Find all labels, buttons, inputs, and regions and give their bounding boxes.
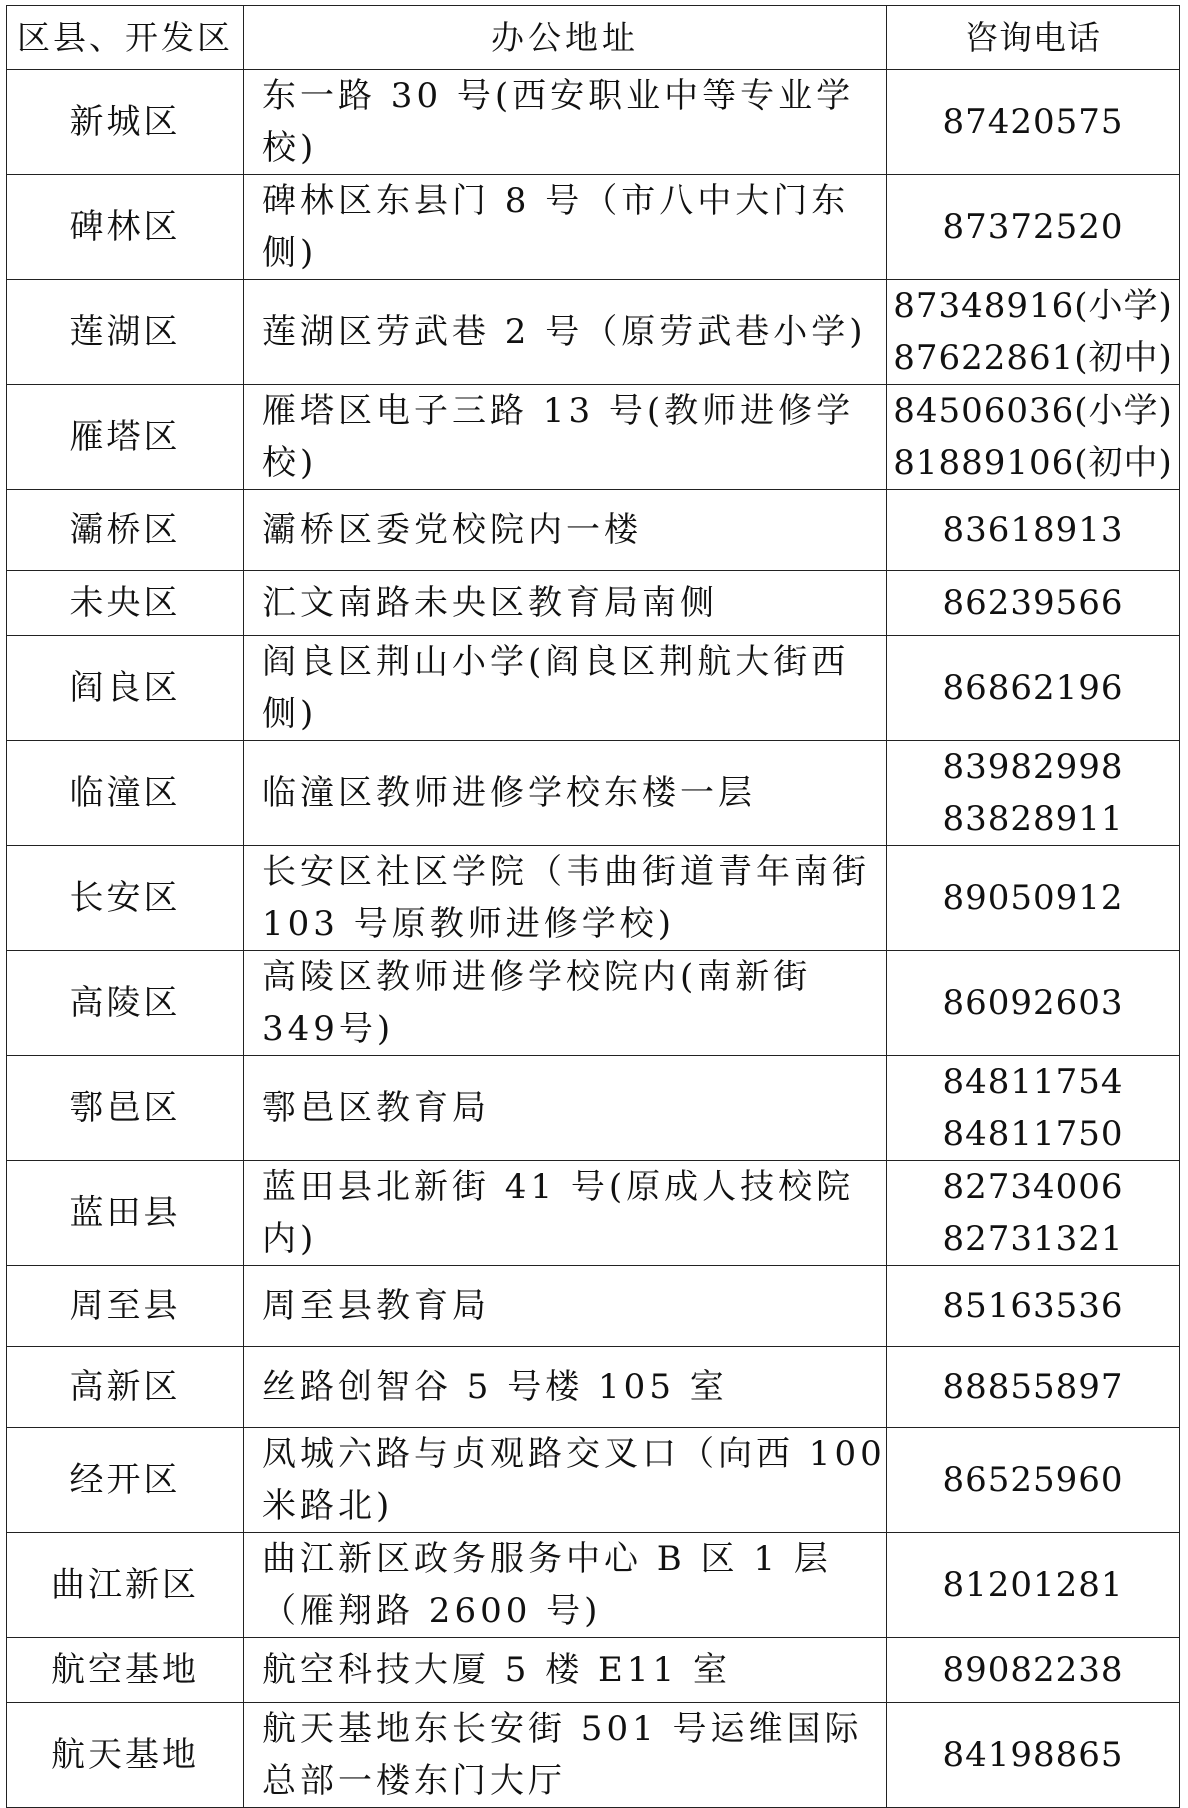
address-cell: 莲湖区劳武巷 2 号（原劳武巷小学): [244, 280, 887, 385]
phone-cell: [887, 741, 1180, 846]
address-cell: 东一路 30 号(西安职业中等专业学校): [244, 70, 887, 175]
phone-cell: [887, 636, 1180, 741]
table-row: [7, 280, 1180, 385]
header-district: 区县、开发区: [7, 6, 244, 70]
phone-cell: [887, 70, 1180, 175]
phone-number: 83618913: [942, 510, 1124, 550]
address-cell: 临潼区教师进修学校东楼一层: [244, 741, 887, 846]
district-cell: 临潼区: [7, 741, 244, 846]
address-cell: 蓝田县北新街 41 号(原成人技校院内): [244, 1161, 887, 1266]
address-cell: 汇文南路未央区教育局南侧: [244, 571, 887, 636]
phone-number: 87348916(小学): [893, 286, 1173, 326]
phone-number: 86862196: [942, 668, 1124, 708]
district-cell: 碑林区: [7, 175, 244, 280]
table-header-row: [7, 6, 1180, 70]
phone-number: 81201281: [942, 1565, 1124, 1605]
phone-number: 81889106(初中): [893, 443, 1173, 483]
phone-cell: [887, 1347, 1180, 1428]
phone-number: 88855897: [942, 1367, 1124, 1407]
district-cell: 新城区: [7, 70, 244, 175]
district-cell: 蓝田县: [7, 1161, 244, 1266]
district-cell: 曲江新区: [7, 1533, 244, 1638]
phone-cell: [887, 1161, 1180, 1266]
table-row: [7, 1266, 1180, 1347]
address-cell: 周至县教育局: [244, 1266, 887, 1347]
phone-number: 89082238: [942, 1650, 1124, 1690]
address-cell: 高陵区教师进修学校院内(南新街349号): [244, 951, 887, 1056]
phone-number: 82734006: [942, 1167, 1124, 1207]
district-cell: 周至县: [7, 1266, 244, 1347]
address-cell: 航天基地东长安街 501 号运维国际总部一楼东门大厅: [244, 1703, 887, 1808]
phone-number: 83828911: [942, 799, 1124, 839]
table-row: [7, 951, 1180, 1056]
header-address: 办公地址: [244, 6, 887, 70]
district-cell: 阎良区: [7, 636, 244, 741]
phone-cell: [887, 1703, 1180, 1808]
table-row: [7, 1533, 1180, 1638]
address-cell: 丝路创智谷 5 号楼 105 室: [244, 1347, 887, 1428]
address-cell: 灞桥区委党校院内一楼: [244, 490, 887, 571]
header-phone: 咨询电话: [887, 6, 1180, 70]
address-cell: 凤城六路与贞观路交叉口（向西 100 米路北): [244, 1428, 887, 1533]
district-cell: 雁塔区: [7, 385, 244, 490]
table-row: [7, 70, 1180, 175]
phone-number: 83982998: [942, 747, 1124, 787]
phone-number: 84811754: [942, 1062, 1124, 1102]
table-row: [7, 175, 1180, 280]
phone-cell: [887, 1638, 1180, 1703]
phone-number: 82731321: [942, 1219, 1124, 1259]
phone-cell: [887, 1266, 1180, 1347]
phone-number: 84198865: [942, 1735, 1124, 1775]
phone-number: 85163536: [942, 1286, 1124, 1326]
address-cell: 航空科技大厦 5 楼 E11 室: [244, 1638, 887, 1703]
district-cell: 航天基地: [7, 1703, 244, 1808]
phone-cell: [887, 490, 1180, 571]
phone-number: 86239566: [942, 583, 1124, 623]
phone-cell: [887, 1056, 1180, 1161]
table-row: [7, 1703, 1180, 1808]
address-cell: 长安区社区学院（韦曲街道青年南街 103 号原教师进修学校): [244, 846, 887, 951]
table-row: [7, 1056, 1180, 1161]
address-cell: 阎良区荆山小学(阎良区荆航大街西侧): [244, 636, 887, 741]
address-cell: 鄠邑区教育局: [244, 1056, 887, 1161]
table-row: [7, 741, 1180, 846]
district-cell: 高新区: [7, 1347, 244, 1428]
phone-number: 84811750: [942, 1114, 1124, 1154]
consultation-table: [6, 5, 1180, 1808]
address-cell: 雁塔区电子三路 13 号(教师进修学校): [244, 385, 887, 490]
phone-number: 84506036(小学): [893, 391, 1173, 431]
address-cell: 曲江新区政务服务中心 B 区 1 层（雁翔路 2600 号): [244, 1533, 887, 1638]
table-row: [7, 490, 1180, 571]
phone-cell: [887, 951, 1180, 1056]
phone-number: 89050912: [942, 878, 1124, 918]
table-row: [7, 1428, 1180, 1533]
phone-cell: [887, 571, 1180, 636]
table-row: [7, 1347, 1180, 1428]
phone-cell: [887, 385, 1180, 490]
phone-number: 86092603: [942, 983, 1124, 1023]
district-cell: 未央区: [7, 571, 244, 636]
district-cell: 莲湖区: [7, 280, 244, 385]
table-row: [7, 846, 1180, 951]
district-cell: 灞桥区: [7, 490, 244, 571]
district-cell: 鄠邑区: [7, 1056, 244, 1161]
district-cell: 航空基地: [7, 1638, 244, 1703]
address-cell: 碑林区东县门 8 号（市八中大门东侧): [244, 175, 887, 280]
district-cell: 长安区: [7, 846, 244, 951]
table-row: [7, 1638, 1180, 1703]
district-cell: 高陵区: [7, 951, 244, 1056]
phone-cell: [887, 1533, 1180, 1638]
table-row: [7, 636, 1180, 741]
table-row: [7, 385, 1180, 490]
phone-number: 87372520: [942, 207, 1124, 247]
table-row: [7, 1161, 1180, 1266]
table-body: [7, 6, 1180, 1808]
phone-number: 86525960: [942, 1460, 1124, 1500]
phone-cell: [887, 175, 1180, 280]
phone-number: 87622861(初中): [893, 338, 1173, 378]
phone-cell: [887, 846, 1180, 951]
phone-cell: [887, 1428, 1180, 1533]
phone-number: 87420575: [942, 102, 1124, 142]
table-row: [7, 571, 1180, 636]
phone-cell: [887, 280, 1180, 385]
district-cell: 经开区: [7, 1428, 244, 1533]
